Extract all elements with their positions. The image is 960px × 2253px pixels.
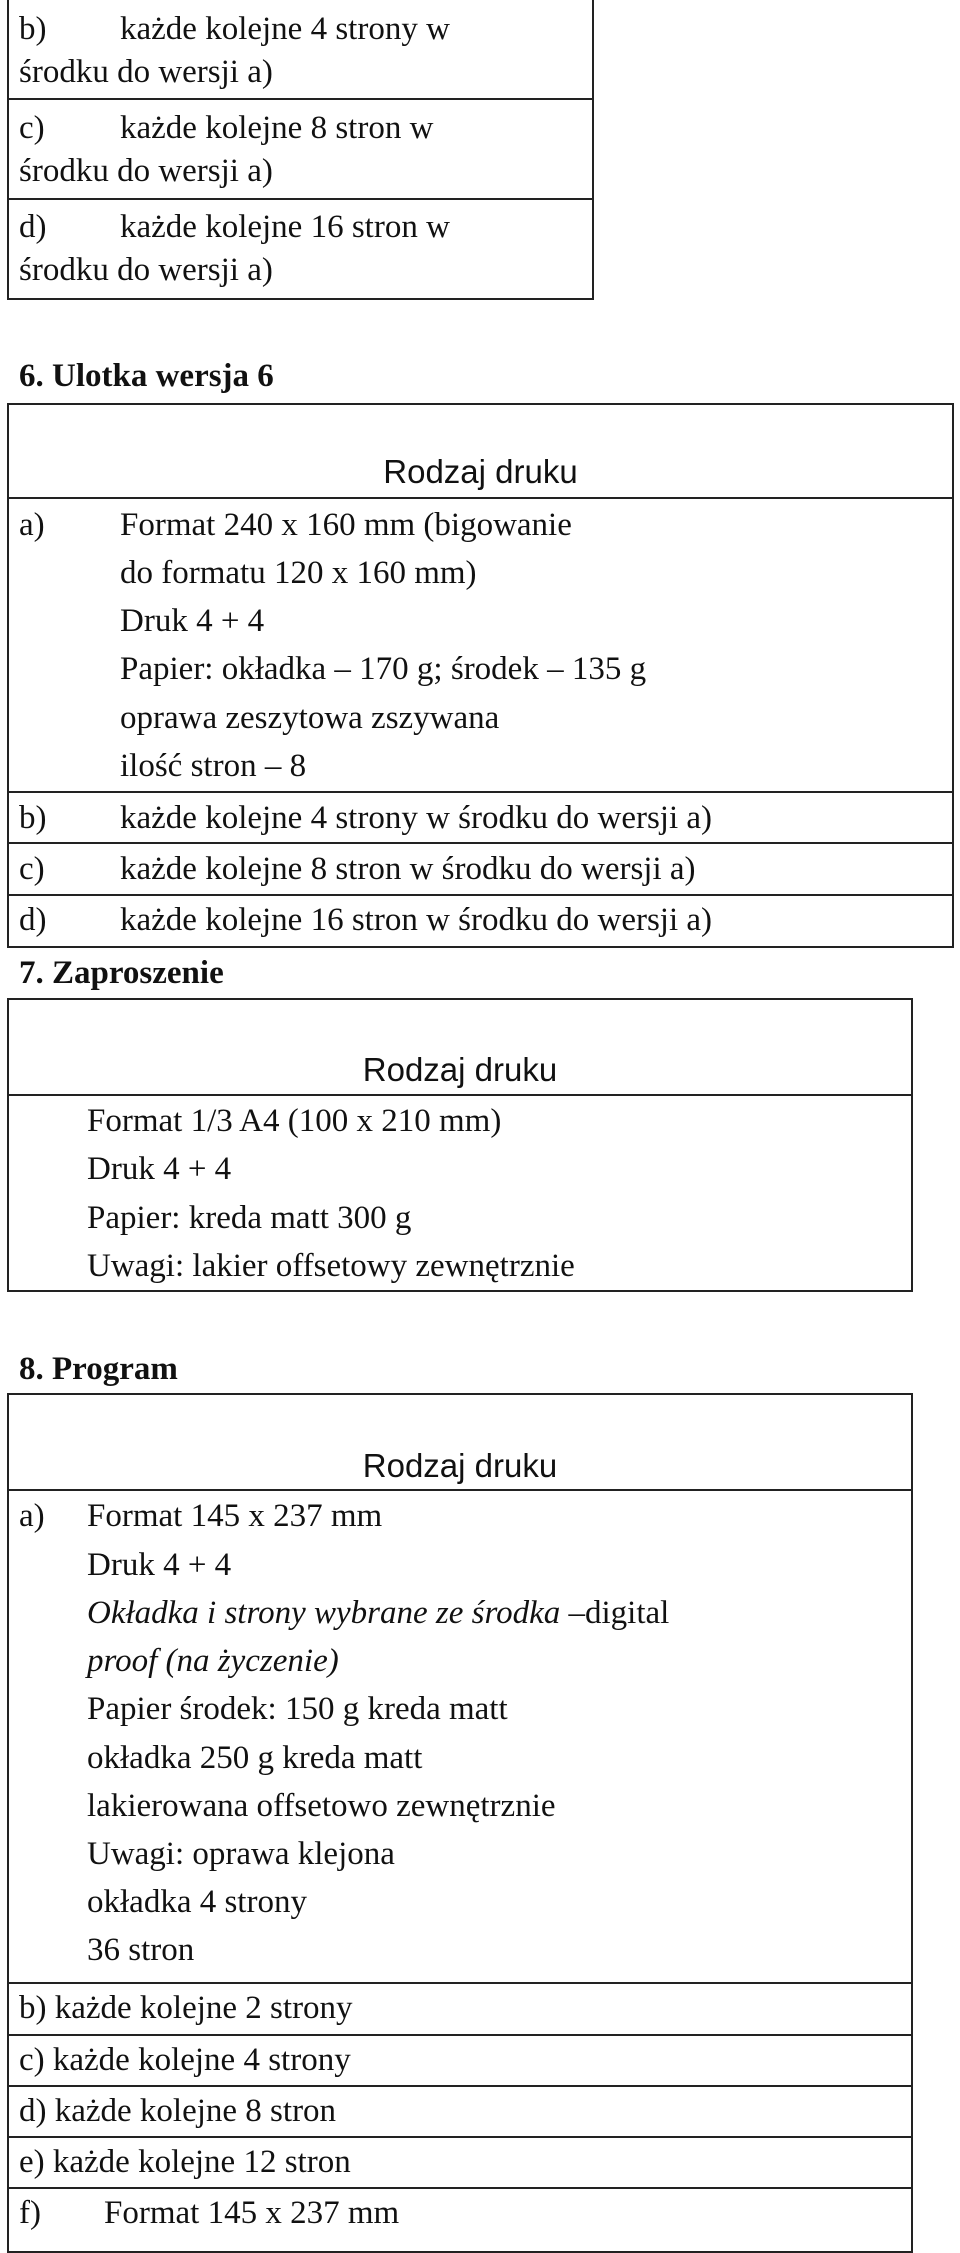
section6-header-divider (7, 497, 954, 499)
section5-b-line1: każde kolejne 4 strony w (120, 11, 450, 47)
section6-row-divider (7, 842, 954, 844)
section7-line: Uwagi: lakier offsetowy zewnętrznie (87, 1248, 575, 1284)
section5-row-divider (7, 98, 594, 100)
section8-a-line1: Format 145 x 237 mm (87, 1498, 383, 1534)
section5-b-line2: środku do wersji a) (19, 54, 273, 90)
section7-table-header: Rodzaj druku (362, 1051, 558, 1088)
section8-row-divider (7, 2085, 913, 2087)
section8-heading: 8. Program (19, 1351, 178, 1387)
section8-a-line3 (87, 1597, 669, 1630)
section6-d-letter: d) (19, 902, 47, 938)
section6-row-divider (7, 791, 954, 793)
section8-header-divider (7, 1489, 913, 1491)
section8-a-line8: Uwagi: oprawa klejona (87, 1836, 395, 1872)
section5-d-line2: środku do wersji a) (19, 252, 273, 288)
section8-table-header: Rodzaj druku (362, 1447, 558, 1484)
section8-b-text: b) każde kolejne 2 strony (19, 1990, 353, 2026)
section6-table-header: Rodzaj druku (383, 453, 578, 490)
section5-c-line2: środku do wersji a) (19, 153, 273, 189)
section8-a-line4: proof (na życzenie) (87, 1643, 339, 1679)
section8-f-text: Format 145 x 237 mm (104, 2195, 400, 2231)
section6-a-line: Format 240 x 160 mm (bigowanie (120, 507, 572, 543)
section6-a-letter: a) (19, 507, 45, 543)
section6-a-line: Druk 4 + 4 (120, 603, 265, 639)
section5-d-letter: d) (19, 209, 47, 245)
section8-c-text: c) każde kolejne 4 strony (19, 2042, 351, 2078)
section5-row-divider (7, 198, 594, 200)
section7-line: Papier: kreda matt 300 g (87, 1200, 412, 1236)
section6-b-text: każde kolejne 4 strony w środku do wersji a) (120, 800, 713, 836)
section7-line: Druk 4 + 4 (87, 1151, 232, 1187)
section8-row-divider (7, 2136, 913, 2138)
section7-header-divider (7, 1094, 913, 1096)
section6-row-divider (7, 894, 954, 896)
section8-a-line9: okładka 4 strony (87, 1884, 307, 1920)
section6-c-letter: c) (19, 851, 45, 887)
section8-f-letter: f) (19, 2195, 41, 2231)
section6-heading: 6. Ulotka wersja 6 (19, 358, 274, 394)
section6-b-letter: b) (19, 800, 47, 836)
section8-a-line7: lakierowana offsetowo zewnętrznie (87, 1788, 556, 1824)
section6-d-text: każde kolejne 16 stron w środku do wersji a) (120, 902, 713, 938)
section7-heading: 7. Zaproszenie (19, 955, 224, 991)
section8-d-text: d) każde kolejne 8 stron (19, 2093, 337, 2129)
section8-row-divider (7, 2187, 913, 2189)
section5-b-letter: b) (19, 11, 47, 47)
section8-row-divider (7, 2034, 913, 2036)
section5-c-line1: każde kolejne 8 stron w (120, 110, 434, 146)
section8-a-line5: Papier środek: 150 g kreda matt (87, 1691, 508, 1727)
section8-a-line3-italic: Okładka i strony wybrane ze środka (87, 1595, 561, 1631)
section6-a-line: ilość stron – 8 (120, 748, 307, 784)
section7-line: Format 1/3 A4 (100 x 210 mm) (87, 1103, 502, 1139)
section8-row-divider (7, 1982, 913, 1984)
section8-e-text: e) każde kolejne 12 stron (19, 2144, 351, 2180)
section8-a-line10: 36 stron (87, 1932, 195, 1968)
section6-a-line: oprawa zeszytowa zszywana (120, 700, 500, 736)
section6-c-text: każde kolejne 8 stron w środku do wersji a) (120, 851, 696, 887)
section8-a-line2: Druk 4 + 4 (87, 1547, 232, 1583)
section8-a-letter: a) (19, 1498, 45, 1534)
section8-a-line6: okładka 250 g kreda matt (87, 1740, 423, 1776)
section5-c-letter: c) (19, 110, 45, 146)
section6-a-line: do formatu 120 x 160 mm) (120, 555, 477, 591)
section8-a-line3-rest: –digital (560, 1595, 670, 1631)
section5-d-line1: każde kolejne 16 stron w (120, 209, 450, 245)
section6-a-line: Papier: okładka – 170 g; środek – 135 g (120, 651, 647, 687)
